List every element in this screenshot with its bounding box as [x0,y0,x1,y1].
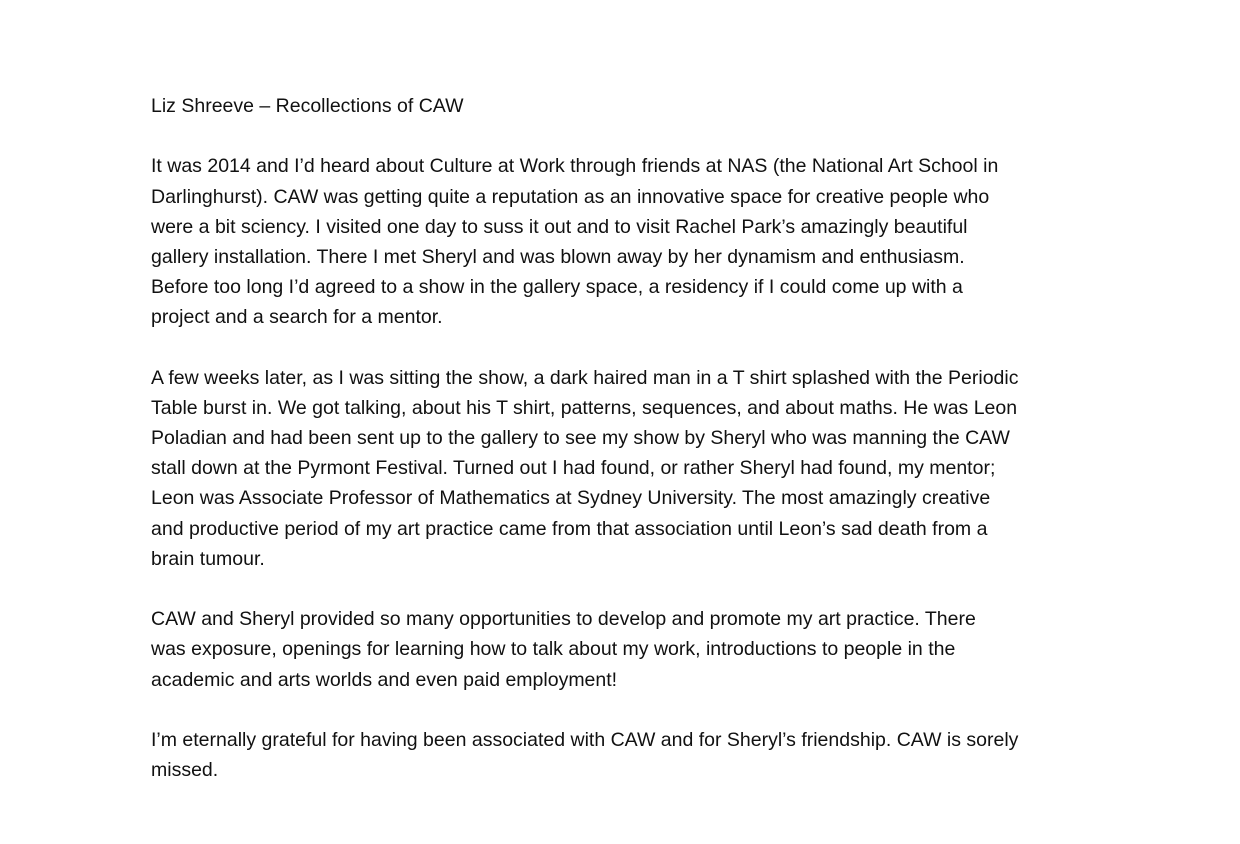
paragraph-line: brain tumour. [151,547,265,570]
paragraph-line: stall down at the Pyrmont Festival. Turned out I had found, or rather Sheryl had found, my mentor; [151,457,996,480]
paragraph-line: A few weeks later, as I was sitting the show, a dark haired man in a T shirt splashed with the Periodic [151,366,1019,389]
paragraph-line: project and a search for a mentor. [151,306,443,329]
paragraph-4 [151,725,1111,785]
paragraph-line: gallery installation. There I met Sheryl and was blown away by her dynamism and enthusiasm. [151,245,965,268]
paragraph-line: academic and arts worlds and even paid employment! [151,668,618,691]
paragraph-line: I’m eternally grateful for having been associated with CAW and for Sheryl’s friendship. CAW is sorely [151,728,1019,751]
paragraph-2 [151,363,1111,574]
paragraph-3 [151,604,1111,695]
paragraph-1 [151,151,1111,332]
paragraph-line: and productive period of my art practice came from that association until Leon’s sad death from a [151,517,988,540]
paragraph-line: Darlinghurst). CAW was getting quite a reputation as an innovative space for creative people who [151,185,990,208]
document-title: Liz Shreeve – Recollections of CAW [151,95,464,117]
paragraph-line: was exposure, openings for learning how to talk about my work, introductions to people in the [151,638,956,661]
paragraph-line: It was 2014 and I’d heard about Culture at Work through friends at NAS (the National Art School in [151,155,999,178]
paragraph-line: CAW and Sheryl provided so many opportunities to develop and promote my art practice. There [151,608,976,631]
paragraph-line: Before too long I’d agreed to a show in the gallery space, a residency if I could come up with a [151,276,963,299]
paragraph-line: Leon was Associate Professor of Mathematics at Sydney University. The most amazingly creative [151,487,991,510]
paragraph-line: missed. [151,759,219,782]
document-body [151,91,1111,816]
paragraph-line: Table burst in. We got talking, about his T shirt, patterns, sequences, and about maths. He was Leon [151,396,1018,419]
paragraph-line: Poladian and had been sent up to the gallery to see my show by Sheryl who was manning the CAW [151,427,1010,450]
paragraph-line: were a bit sciency. I visited one day to suss it out and to visit Rachel Park’s amazingly beautiful [151,215,968,238]
